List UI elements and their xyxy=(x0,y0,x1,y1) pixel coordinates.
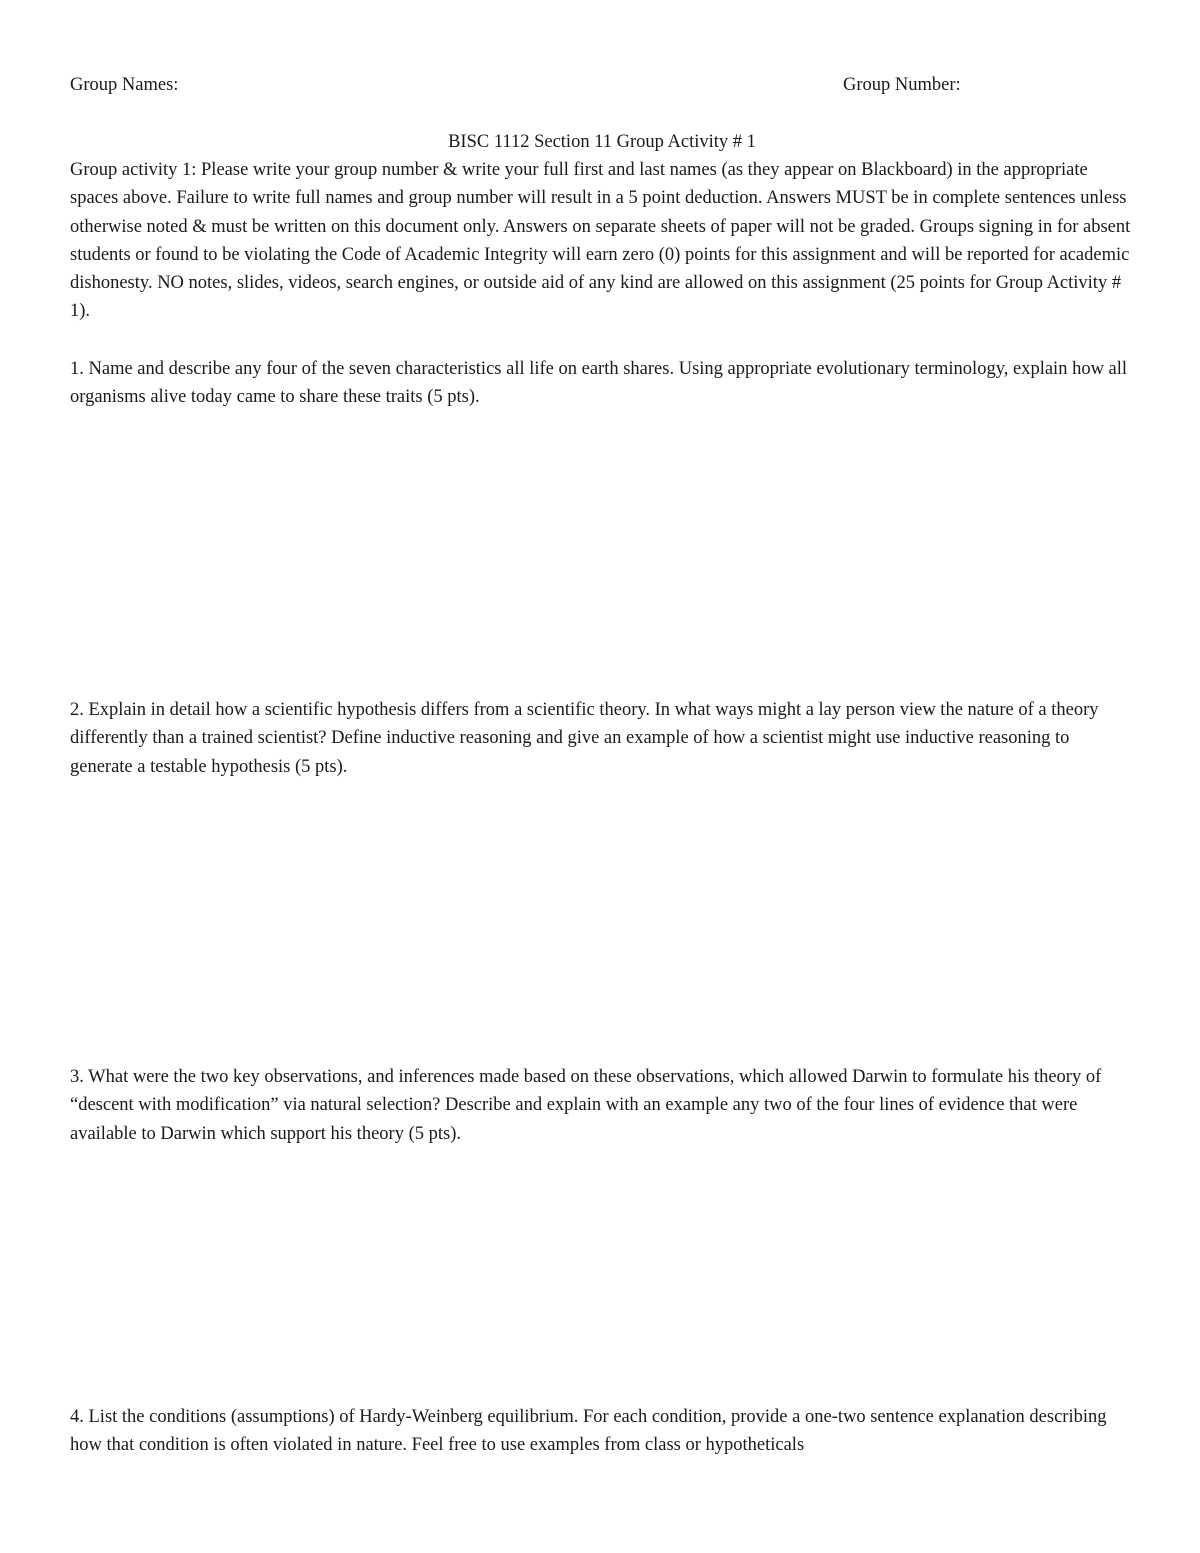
group-number-label: Group Number: xyxy=(843,75,961,95)
question-4: 4. List the conditions (assumptions) of Hardy-Weinberg equilibrium. For each condition, provide a one-two sentence explanation describing how that condition is often violated in nature. Feel free to use examples from class or hypotheticals xyxy=(70,1407,1107,1456)
question-1: 1. Name and describe any four of the seven characteristics all life on earth shares. Using appropriate evolutionary terminology, explain how all organisms alive today came to share these traits (5 pts). xyxy=(70,359,1128,408)
group-names-label: Group Names: xyxy=(70,75,179,95)
document-page xyxy=(70,0,1134,1553)
question-2: 2. Explain in detail how a scientific hypothesis differs from a scientific theory. In what ways might a lay person view the nature of a theory differently than a trained scientist? Define inductive reasoning and give an example of how a scientist might use inductive reasoning to generate a testable hypothesis (5 pts). xyxy=(70,700,1099,777)
instructions-paragraph: Group activity 1: Please write your group number & write your full first and last names (as they appear on Blackboard) in the appropriate spaces above. Failure to write full names and group number will result in a 5 point deduction. Answers MUST be in complete sentences unless otherwise noted & must be written on this document only. Answers on separate sheets of paper will not be graded. Groups signing in for absent students or found to be violating the Code of Academic Integrity will earn zero (0) points for this assignment and will be reported for academic dishonesty. NO notes, slides, videos, search engines, or outside aid of any kind are allowed on this assignment (25 points for Group Activity # 1). xyxy=(70,160,1131,322)
question-3: 3. What were the two key observations, and inferences made based on these observations, which allowed Darwin to formulate his theory of “descent with modification” via natural selection? Describe and explain with an example any two of the four lines of evidence that were available to Darwin which support his theory (5 pts). xyxy=(70,1067,1102,1144)
document-title: BISC 1112 Section 11 Group Activity # 1 xyxy=(448,132,756,152)
